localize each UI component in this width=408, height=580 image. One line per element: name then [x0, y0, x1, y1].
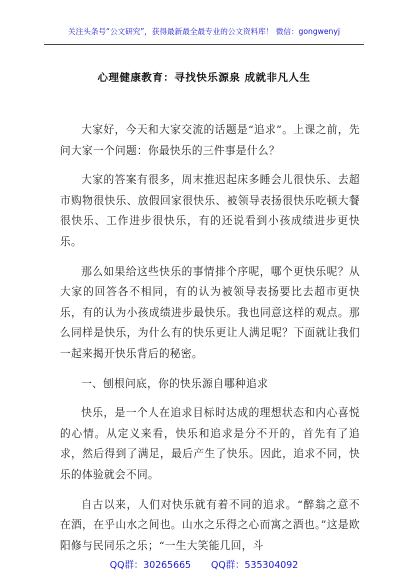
header-banner: 关注头条号“公文研究”，获得最新最全最专业的公文资料库！ 微信：gongwenyj — [68, 27, 340, 36]
paragraph-definition: 快乐，是一个人在追求目标时达成的理想状态和内心喜悦的心情。从定义来看，快乐和追求是分不开的，首先有了追求，然后得到了满足，最后产生了快乐。因此，追求不同，快乐的体验就会不同。 — [60, 407, 360, 481]
footer-qq-group-2: QQ群：535304092 — [211, 560, 299, 571]
header-divider — [44, 44, 364, 45]
document-body — [60, 120, 360, 565]
footer-qq-group-1: QQ群：30265665 — [109, 560, 192, 571]
paragraph-answers: 大家的答案有很多，周末推迟起床多睡会儿很快乐、去超市购物很快乐、放假回家很快乐、被领导表扬很快乐吃顿大餐很快乐、工作进步很快乐，有的还说看到小孩成绩进步更快乐。 — [60, 174, 360, 248]
paragraph-ranking: 那么如果给这些快乐的事情排个序呢，哪个更快乐呢？从大家的回答各不相同，有的认为被领导表扬要比去超市更快乐，有的认为小孩成绩进步最快乐。我也同意这样的观点。那么同样是快乐，为什么有的快乐更让人满足呢？下面就让我们一起来揭开快乐背后的秘密。 — [60, 265, 360, 360]
document-title: 心理健康教育：寻找快乐源泉 成就非凡人生 — [97, 72, 311, 84]
footer-contact — [0, 557, 408, 571]
paragraph-intro: 大家好，今天和大家交流的话题是“追求”。上课之前，先问大家一个问题：你最快乐的三件事是什么？ — [60, 124, 360, 157]
paragraph-history: 自古以来，人们对快乐就有着不同的追求。“醉翁之意不在酒，在乎山水之间也。山水之乐得之心而寓之酒也。”这是欧阳修与民同乐之乐；“一生大笑能几回，斗 — [60, 498, 360, 552]
section-heading-1: 一、刨根问底，你的快乐源自哪种追求 — [81, 377, 269, 390]
